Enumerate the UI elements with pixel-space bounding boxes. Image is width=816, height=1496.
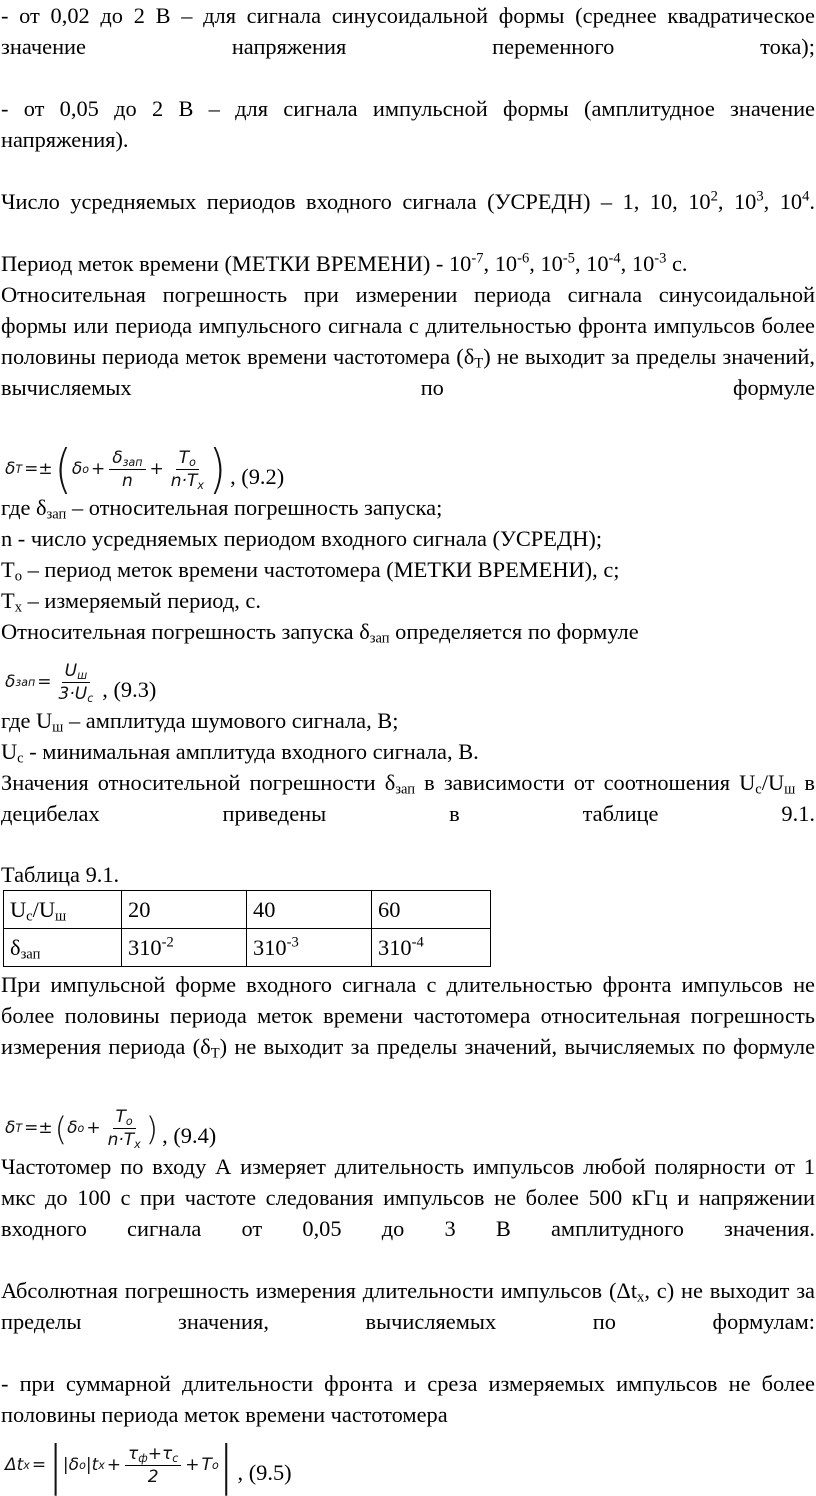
formula-9-3-expression: δ зап = $\frac{U_ш}{3\cdot U_c}$ — [5, 661, 94, 705]
paragraph-total-edge-duration: - при суммарной длительности фронта и среза измеряемых импульсов не более половины периода меток времени частотомера — [1, 1371, 815, 1427]
formula-9-3 — [1, 647, 815, 705]
formula-9-5-number: , (9.5) — [237, 1460, 292, 1485]
paragraph-pulse-error: При импульсной форме входного сигнала с длительностью фронта импульсов не более половины периода меток времени частотомера относительная погрешность измерения периода $(\delta_Т)$ не выходит за пределы значений, вычисляемых по формуле — [1, 972, 816, 1062]
formula-9-2 — [1, 434, 815, 500]
paragraph-table-intro: Значения относительной погрешности $\delta_{зап}$ в зависимости от соотношения $U_с/U_ш$ в децибелах приведены в таблице 9.1. — [1, 770, 815, 826]
table-cell: $310^{-3}$ — [247, 929, 372, 967]
paragraph-where-tx: $Т_х$ – измеряемый период, с. — [1, 588, 261, 616]
formula-9-5 — [1, 1430, 815, 1496]
paragraph-range-pulse: - от 0,05 до 2 В – для сигнала импульсной формы (амплитудное значение напряжения). — [1, 96, 815, 152]
error-table — [3, 890, 491, 967]
table-cell: 40 — [247, 891, 372, 929]
table-cell: 20 — [122, 891, 247, 929]
formula-9-4 — [1, 1093, 815, 1151]
formula-9-4-expression: δ T =± ( δ o + $\frac{T_o}{n\cdot T_x}$ ) — [5, 1107, 159, 1151]
formula-9-2-number: , (9.2) — [230, 464, 285, 489]
paragraph-where-t0: $Т_о$ – период меток времени частотомера (МЕТКИ ВРЕМЕНИ), с; — [1, 557, 620, 585]
table-header-dzap: $\delta_{зап}$ — [4, 929, 122, 967]
table-caption: Таблица 9.1. — [1, 862, 120, 887]
paragraph-pulse-duration: Частотомер по входу А измеряет длительность импульсов любой полярности от 1 мкс до 100 с при частоте следования импульсов не более 500 кГц и напряжении входного сигнала от 0,05 до 3 В амплитудного значения. — [1, 1154, 815, 1241]
formula-9-3-number: , (9.3) — [102, 677, 157, 702]
formula-9-2-expression: δ T =± ( δ o + $\frac{\delta_{зап}}{n}$ + $\frac{T_o}{n\cdot T_x}$ ) — [5, 438, 227, 500]
paragraph-time-marks: Период меток времени (МЕТКИ ВРЕМЕНИ) - $10^{-7}$, $10^{-6}$, $10^{-5}$, $10^{-4}$, $10^{-3}$ с. — [1, 250, 688, 276]
paragraph-where-ush: где $U_ш$ – амплитуда шумового сигнала, В; — [1, 708, 399, 736]
table-cell: $310^{-2}$ — [122, 929, 247, 967]
paragraph-range-sine: - от 0,02 до 2 В – для сигнала синусоидальной формы (среднее квадратическое значение напряжения переменного тока); — [1, 3, 815, 59]
formula-9-4-number: , (9.4) — [162, 1123, 217, 1148]
paragraph-relative-error: Относительная погрешность при измерении периода сигнала синусоидальной формы или периода импульсного сигнала с длительностью фронта импульсов более половины периода меток времени частотомера $(\delta_Т)$ не выходит за пределы значений, вычисляемых по формуле — [1, 282, 815, 400]
paragraph-absolute-error: Абсолютная погрешность измерения длительности импульсов ($\Delta t_x$, с) не выходит за пределы значения, вычисляемых по формулам: — [1, 1278, 815, 1334]
paragraph-averaging-periods: Число усредняемых периодов входного сигнала (УСРЕДН) – 1, 10, $10^2$, $10^3$, $10^4$. — [1, 188, 815, 214]
table-cell: $310^{-4}$ — [372, 929, 491, 967]
paragraph-where-uc: $U_с$ - минимальная амплитуда входного сигнала, В. — [1, 739, 479, 767]
paragraph-trigger-error: Относительная погрешность запуска $\delta_{зап}$ определяется по формуле — [1, 619, 639, 647]
table-header-ratio: $U_с/U_ш$ — [4, 891, 122, 929]
table-cell: 60 — [372, 891, 491, 929]
paragraph-where-dzap: где $\delta_{зап}$ – относительная погрешность запуска; — [1, 495, 443, 523]
formula-9-5-expression: Δt x = | |δ o | t x + $\frac{\tau_ф+\tau_c}{2}$ + T o | — [5, 1434, 234, 1496]
paragraph-where-n: n - число усредняемых периодом входного сигнала (УСРЕДН); — [1, 526, 603, 551]
table-row — [4, 891, 491, 929]
table-row — [4, 929, 491, 967]
